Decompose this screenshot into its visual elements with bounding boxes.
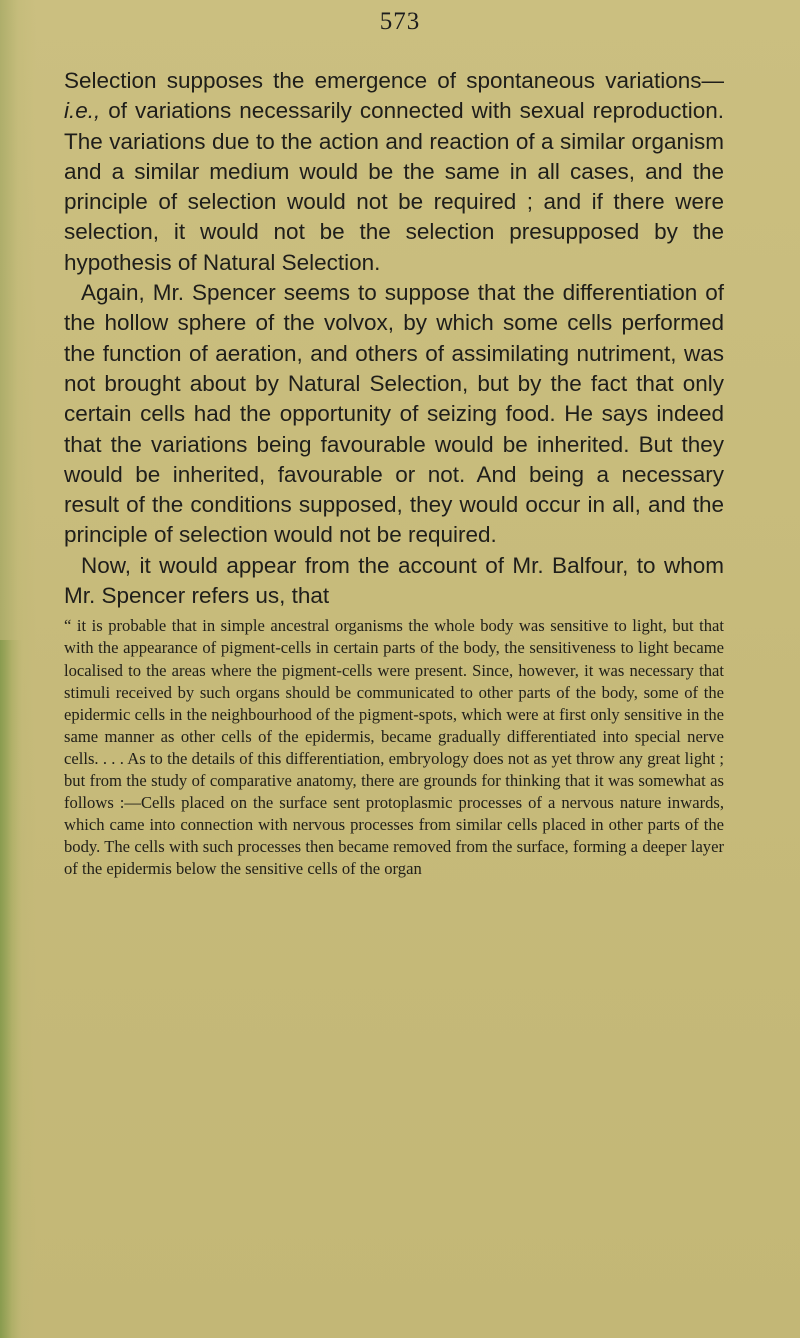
paragraph-balfour-intro: Now, it would appear from the account of Mr. Balfour, to whom Mr. Spencer refers us, that [64, 552, 724, 609]
paragraph-spencer-volvox: Again, Mr. Spencer seems to suppose that the differentiation of the hollow sphere of the volvox, by which some cells performed the function of aeration, and others of assimilating nutriment, was not brought about by Natural Selection, but by the fact that only certain cells had the opportunity of seizing food. He says indeed that the variations being favourable would be inherited. But they would be inherited, favourable or not. And being a necessary result of the conditions supposed, they would occur in all, and the principle of selection would not be required. [64, 280, 724, 548]
page-edge-shadow [0, 640, 22, 1338]
paragraph-selection [64, 66, 724, 278]
page-body [64, 66, 724, 880]
paragraph-selection-rest: of variations necessarily connected with sexual reproduction. The variations due to the action and reaction of a similar organism and a similar medium would be the same in all cases, and the principle of selection would not be required ; and if there were selection, it would not be the selection presupposed by the hypothesis of Natural Selection. [64, 98, 724, 275]
balfour-quotation: “ it is probable that in simple ancestral organisms the whole body was sensitive to light, but that with the appearance of pigment-cells in certain parts of the body, the sensitiveness to light became localised to the areas where the pigment-cells were present. Since, however, it was necessary that stimuli received by such organs should be communicated to other parts of the body, some of the epidermic cells in the neighbourhood of the pigment-spots, which were at first only sensitive in the same manner as other cells of the epidermis, became gradually differentiated into special nerve cells. . . . As to the details of this differentiation, embryology does not as yet throw any great light ; but from the study of comparative anatomy, there are grounds for thinking that it was somewhat as follows :—Cells placed on the surface sent protoplasmic processes of a nervous nature inwards, which came into connection with nervous processes from similar cells placed in other parts of the body. The cells with such processes then became removed from the surface, forming a deeper layer of the epidermis below the sensitive cells of the organ [64, 616, 724, 879]
page-number: 573 [379, 8, 421, 35]
paragraph-selection-start: Selection supposes the emergence of spontaneous variations— [64, 68, 724, 93]
ie-abbreviation: i.e., [64, 98, 101, 124]
